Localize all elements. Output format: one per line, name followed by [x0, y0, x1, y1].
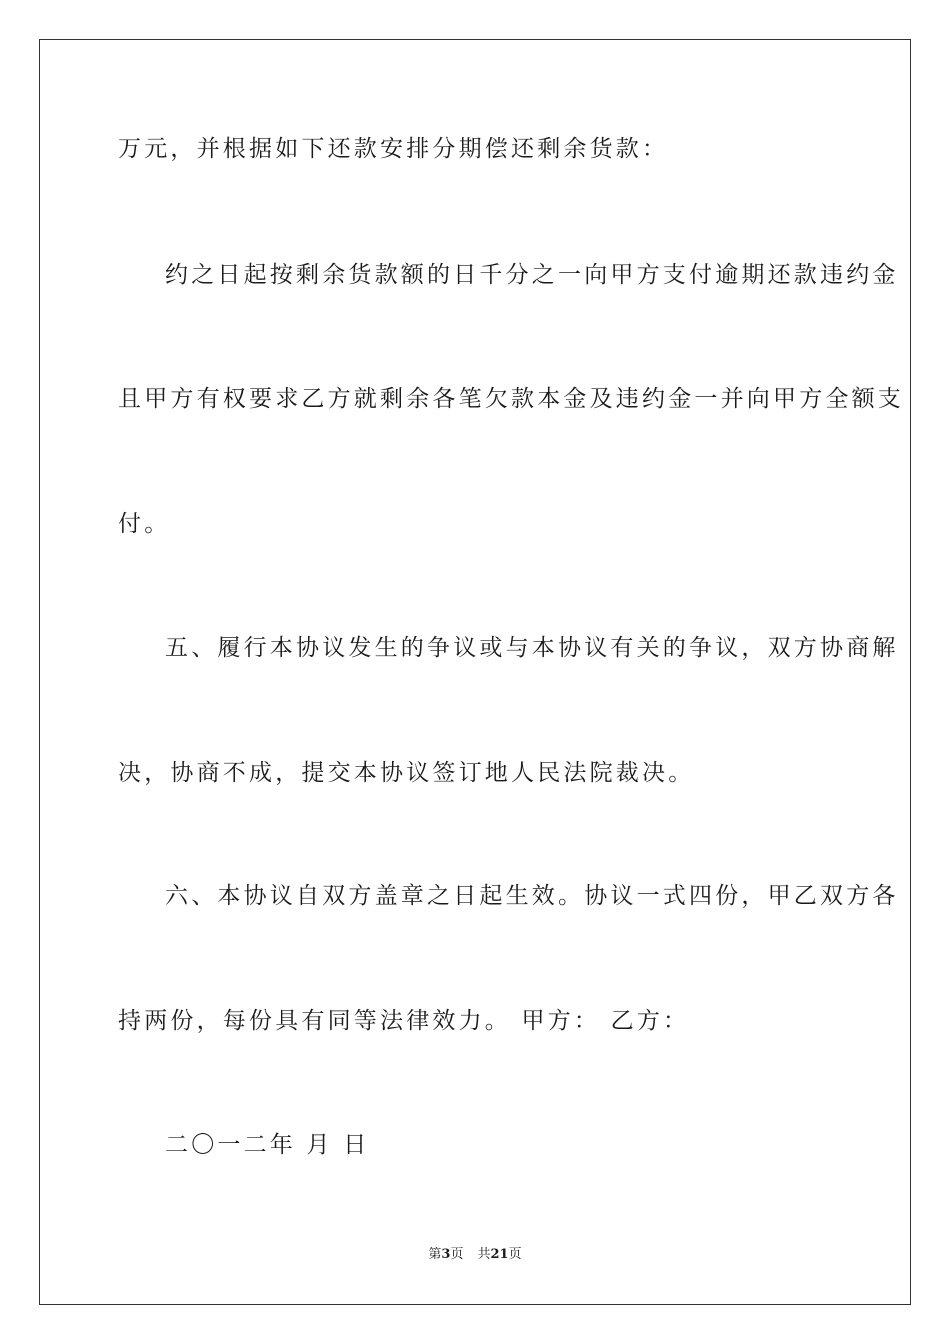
paragraph-line: 且甲方有权要求乙方就剩余各笔欠款本金及违约金一并向甲方全额支 [118, 386, 904, 412]
page-suffix: 页 [450, 1247, 464, 1262]
total-suffix: 页 [508, 1247, 522, 1262]
paragraph-line: 五、履行本协议发生的争议或与本协议有关的争议，双方协商解 [165, 635, 899, 661]
paragraph-line: 持两份，每份具有同等法律效力。 甲方： 乙方： [118, 1008, 690, 1034]
total-prefix: 共 [477, 1247, 491, 1262]
page-prefix: 第 [428, 1247, 442, 1262]
page-footer [0, 1245, 950, 1265]
page-number: 3 [441, 1247, 451, 1262]
paragraph-line: 约之日起按剩余货款额的日千分之一向甲方支付逾期还款违约金 [165, 262, 899, 288]
page-border [39, 39, 911, 1305]
paragraph-line: 六、本协议自双方盖章之日起生效。协议一式四份，甲乙双方各 [165, 883, 899, 909]
paragraph-line: 决，协商不成，提交本协议签订地人民法院裁决。 [118, 760, 695, 786]
date-line: 二〇一二年 月 日 [165, 1132, 370, 1158]
paragraph-line: 万元，并根据如下还款安排分期偿还剩余货款： [118, 136, 669, 162]
total-pages: 21 [490, 1247, 509, 1262]
paragraph-line: 付。 [118, 511, 171, 537]
